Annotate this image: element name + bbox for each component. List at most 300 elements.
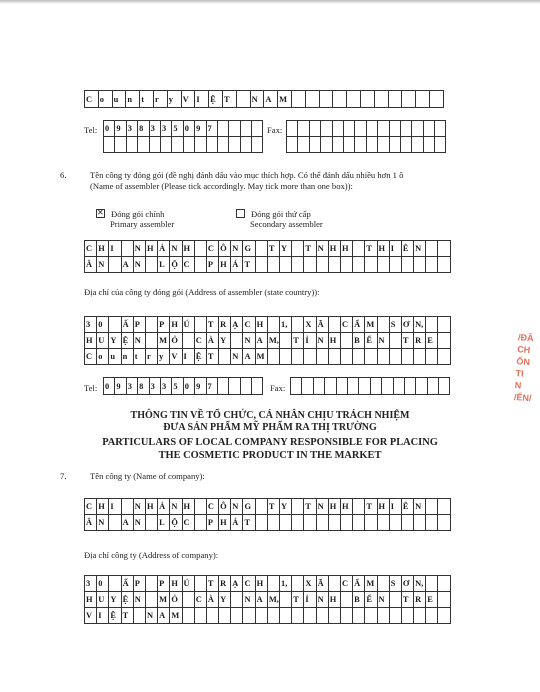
char-cell[interactable]: H	[378, 499, 390, 515]
char-cell[interactable]: H	[256, 576, 268, 592]
char-cell[interactable]: Y	[219, 592, 231, 608]
char-cell[interactable]	[218, 378, 229, 395]
char-cell[interactable]	[229, 137, 240, 153]
char-cell[interactable]: M	[158, 592, 170, 608]
char-cell[interactable]	[104, 137, 115, 153]
char-cell[interactable]: Ẩ	[353, 576, 365, 592]
char-cell[interactable]: n	[122, 349, 134, 365]
char-cell[interactable]	[183, 592, 195, 608]
char-cell[interactable]: M	[278, 91, 292, 108]
char-cell[interactable]: H	[183, 499, 195, 515]
char-cell[interactable]: N	[146, 608, 158, 624]
char-cell[interactable]	[378, 515, 390, 531]
char-cell[interactable]	[412, 121, 423, 137]
char-cell[interactable]	[317, 515, 329, 531]
char-cell[interactable]	[292, 257, 304, 273]
char-cell[interactable]	[292, 499, 304, 515]
char-cell[interactable]	[287, 121, 298, 137]
char-cell[interactable]	[341, 333, 353, 349]
char-cell[interactable]: H	[341, 241, 353, 257]
char-cell[interactable]	[341, 257, 353, 273]
char-cell[interactable]	[371, 378, 382, 395]
char-cell[interactable]: P	[207, 257, 219, 273]
char-cell[interactable]: N	[134, 592, 146, 608]
char-cell[interactable]	[344, 137, 355, 153]
char-cell[interactable]: N	[317, 241, 329, 257]
char-cell[interactable]	[195, 317, 207, 333]
char-cell[interactable]: M	[365, 317, 377, 333]
char-cell[interactable]: Á	[158, 499, 170, 515]
char-cell[interactable]	[365, 349, 377, 365]
char-cell[interactable]	[353, 515, 365, 531]
char-cell[interactable]	[256, 241, 268, 257]
char-cell[interactable]: E	[426, 333, 438, 349]
char-cell[interactable]: T	[223, 91, 237, 108]
char-cell[interactable]	[359, 378, 370, 395]
char-cell[interactable]: Y	[280, 241, 292, 257]
char-cell[interactable]	[195, 499, 207, 515]
char-cell[interactable]: N	[134, 499, 146, 515]
char-cell[interactable]: Ã	[317, 576, 329, 592]
char-cell[interactable]	[219, 608, 231, 624]
char-cell[interactable]	[355, 121, 366, 137]
char-cell[interactable]: 3	[127, 121, 138, 137]
char-cell[interactable]: 0	[184, 378, 195, 395]
char-cell[interactable]	[207, 608, 219, 624]
char-cell[interactable]	[353, 608, 365, 624]
char-cell[interactable]	[207, 137, 218, 153]
char-cell[interactable]: M	[365, 576, 377, 592]
char-cell[interactable]: Ê	[402, 499, 414, 515]
char-cell[interactable]: N	[378, 333, 390, 349]
char-cell[interactable]: H	[329, 499, 341, 515]
char-cell[interactable]	[256, 515, 268, 531]
char-cell[interactable]	[195, 257, 207, 273]
char-cell[interactable]: T	[243, 515, 255, 531]
char-cell[interactable]	[329, 317, 341, 333]
char-cell[interactable]: C	[341, 576, 353, 592]
char-cell[interactable]	[321, 121, 332, 137]
char-cell[interactable]: Ộ	[170, 257, 182, 273]
char-cell[interactable]: Ẩ	[353, 317, 365, 333]
char-cell[interactable]	[353, 499, 365, 515]
char-cell[interactable]: H	[256, 317, 268, 333]
char-cell[interactable]	[195, 515, 207, 531]
char-cell[interactable]: u	[109, 349, 121, 365]
char-cell[interactable]: X	[304, 317, 316, 333]
char-cell[interactable]: Ỏ	[170, 592, 182, 608]
char-cell[interactable]	[438, 515, 450, 531]
char-cell[interactable]: I	[195, 91, 209, 108]
char-cell[interactable]: À	[207, 592, 219, 608]
char-cell[interactable]: R	[414, 592, 426, 608]
char-cell[interactable]: T	[207, 576, 219, 592]
char-cell[interactable]: n	[126, 91, 140, 108]
char-cell[interactable]: Ô	[219, 241, 231, 257]
char-cell[interactable]: H	[85, 333, 97, 349]
char-cell[interactable]	[378, 349, 390, 365]
char-cell[interactable]	[337, 378, 348, 395]
char-cell[interactable]: M,	[268, 333, 280, 349]
char-cell[interactable]	[298, 121, 309, 137]
char-cell[interactable]: P	[158, 317, 170, 333]
char-cell[interactable]: B	[353, 333, 365, 349]
char-cell[interactable]	[134, 608, 146, 624]
char-cell[interactable]: B	[353, 592, 365, 608]
char-cell[interactable]: Ô	[219, 499, 231, 515]
char-cell[interactable]	[329, 515, 341, 531]
char-cell[interactable]: Ơ	[402, 317, 414, 333]
char-cell[interactable]: 3	[150, 121, 161, 137]
char-cell[interactable]: Á	[158, 241, 170, 257]
char-cell[interactable]	[292, 349, 304, 365]
char-cell[interactable]	[341, 515, 353, 531]
char-cell[interactable]	[438, 592, 450, 608]
char-cell[interactable]	[426, 608, 438, 624]
char-cell[interactable]: T	[122, 608, 134, 624]
char-cell[interactable]: H	[146, 241, 158, 257]
char-cell[interactable]: 5	[172, 121, 183, 137]
char-cell[interactable]	[237, 91, 251, 108]
char-cell[interactable]: Ế	[365, 592, 377, 608]
char-cell[interactable]	[402, 257, 414, 273]
char-cell[interactable]: I	[183, 349, 195, 365]
char-cell[interactable]	[268, 317, 280, 333]
char-cell[interactable]: N	[243, 592, 255, 608]
char-cell[interactable]: T	[207, 317, 219, 333]
char-cell[interactable]: y	[168, 91, 182, 108]
char-cell[interactable]	[304, 349, 316, 365]
char-cell[interactable]: 0	[97, 576, 109, 592]
char-cell[interactable]	[280, 608, 292, 624]
char-cell[interactable]	[416, 91, 430, 108]
char-cell[interactable]: o	[97, 349, 109, 365]
char-cell[interactable]: I	[109, 499, 121, 515]
char-cell[interactable]	[333, 121, 344, 137]
char-cell[interactable]	[414, 349, 426, 365]
char-cell[interactable]	[402, 91, 416, 108]
char-cell[interactable]	[287, 137, 298, 153]
char-cell[interactable]	[183, 333, 195, 349]
char-cell[interactable]	[280, 349, 292, 365]
char-cell[interactable]: 0	[104, 121, 115, 137]
char-cell[interactable]	[426, 349, 438, 365]
char-cell[interactable]: u	[113, 91, 127, 108]
char-cell[interactable]	[256, 608, 268, 624]
char-cell[interactable]: N	[231, 241, 243, 257]
char-cell[interactable]: N	[134, 241, 146, 257]
char-cell[interactable]	[310, 137, 321, 153]
char-cell[interactable]: H	[183, 241, 195, 257]
char-cell[interactable]: P	[134, 576, 146, 592]
char-cell[interactable]: N	[414, 241, 426, 257]
char-cell[interactable]	[231, 608, 243, 624]
char-cell[interactable]: R	[414, 333, 426, 349]
char-cell[interactable]: V	[170, 349, 182, 365]
char-cell[interactable]: R	[219, 576, 231, 592]
char-cell[interactable]	[430, 91, 444, 108]
char-cell[interactable]	[426, 317, 438, 333]
char-cell[interactable]: T	[268, 499, 280, 515]
char-cell[interactable]: N	[317, 333, 329, 349]
char-cell[interactable]	[394, 378, 405, 395]
char-cell[interactable]	[146, 592, 158, 608]
char-cell[interactable]: T	[268, 241, 280, 257]
char-cell[interactable]: A	[122, 257, 134, 273]
char-cell[interactable]	[439, 378, 450, 395]
char-cell[interactable]: T	[365, 241, 377, 257]
char-cell[interactable]	[426, 515, 438, 531]
char-cell[interactable]	[390, 333, 402, 349]
char-cell[interactable]: N,	[414, 576, 426, 592]
char-cell[interactable]: 1,	[280, 317, 292, 333]
char-cell[interactable]: I	[97, 608, 109, 624]
char-cell[interactable]	[438, 241, 450, 257]
char-cell[interactable]: N	[97, 257, 109, 273]
char-cell[interactable]: 8	[138, 121, 149, 137]
char-cell[interactable]	[304, 257, 316, 273]
char-cell[interactable]: L	[158, 257, 170, 273]
char-cell[interactable]: C	[207, 241, 219, 257]
char-cell[interactable]: M,	[268, 592, 280, 608]
char-cell[interactable]: 0	[104, 378, 115, 395]
char-cell[interactable]	[304, 608, 316, 624]
char-cell[interactable]: H	[219, 257, 231, 273]
char-cell[interactable]	[109, 317, 121, 333]
char-cell[interactable]	[438, 499, 450, 515]
char-cell[interactable]	[367, 121, 378, 137]
char-cell[interactable]	[115, 137, 126, 153]
char-cell[interactable]	[317, 257, 329, 273]
char-cell[interactable]: C	[85, 241, 97, 257]
char-cell[interactable]: P	[158, 576, 170, 592]
char-cell[interactable]: T	[402, 333, 414, 349]
char-cell[interactable]: V	[85, 608, 97, 624]
char-cell[interactable]	[304, 515, 316, 531]
char-cell[interactable]: Â	[85, 515, 97, 531]
char-cell[interactable]	[361, 91, 375, 108]
char-cell[interactable]: À	[207, 333, 219, 349]
char-cell[interactable]: Ỏ	[170, 333, 182, 349]
char-cell[interactable]: H	[97, 241, 109, 257]
char-cell[interactable]: N	[134, 257, 146, 273]
char-cell[interactable]	[341, 608, 353, 624]
char-cell[interactable]: T	[402, 592, 414, 608]
char-cell[interactable]: C	[183, 515, 195, 531]
char-cell[interactable]	[412, 137, 423, 153]
char-cell[interactable]: N	[317, 592, 329, 608]
char-cell[interactable]	[347, 91, 361, 108]
char-cell[interactable]: y	[158, 349, 170, 365]
char-cell[interactable]	[426, 576, 438, 592]
char-cell[interactable]: 8	[138, 378, 149, 395]
char-cell[interactable]: Ệ	[122, 592, 134, 608]
char-cell[interactable]	[424, 137, 435, 153]
char-cell[interactable]: T	[292, 592, 304, 608]
char-cell[interactable]: N	[97, 515, 109, 531]
char-cell[interactable]	[321, 137, 332, 153]
char-cell[interactable]	[146, 515, 158, 531]
char-cell[interactable]: A	[243, 349, 255, 365]
char-cell[interactable]	[109, 515, 121, 531]
char-cell[interactable]: Y	[219, 333, 231, 349]
char-cell[interactable]	[252, 378, 263, 395]
char-cell[interactable]	[401, 121, 412, 137]
char-cell[interactable]	[390, 592, 402, 608]
char-cell[interactable]	[320, 91, 334, 108]
char-cell[interactable]	[353, 349, 365, 365]
char-cell[interactable]: Ệ	[122, 333, 134, 349]
char-cell[interactable]	[218, 121, 229, 137]
char-cell[interactable]: Ú	[183, 317, 195, 333]
char-cell[interactable]: 9	[115, 378, 126, 395]
char-cell[interactable]	[229, 121, 240, 137]
char-cell[interactable]	[390, 137, 401, 153]
char-cell[interactable]	[146, 257, 158, 273]
char-cell[interactable]	[231, 592, 243, 608]
char-cell[interactable]: G	[243, 499, 255, 515]
char-cell[interactable]	[390, 121, 401, 137]
char-cell[interactable]: 0	[184, 121, 195, 137]
char-cell[interactable]: C	[85, 349, 97, 365]
char-cell[interactable]: Y	[280, 499, 292, 515]
char-cell[interactable]: H	[170, 317, 182, 333]
char-cell[interactable]	[292, 515, 304, 531]
char-cell[interactable]	[306, 91, 320, 108]
char-cell[interactable]: Ê	[402, 241, 414, 257]
char-cell[interactable]: U	[97, 592, 109, 608]
char-cell[interactable]: r	[154, 91, 168, 108]
char-cell[interactable]: N	[134, 515, 146, 531]
char-cell[interactable]: M	[158, 333, 170, 349]
char-cell[interactable]	[390, 257, 402, 273]
char-cell[interactable]: H	[329, 592, 341, 608]
char-cell[interactable]: A	[158, 608, 170, 624]
char-cell[interactable]: H	[146, 499, 158, 515]
char-cell[interactable]: 9	[115, 121, 126, 137]
char-cell[interactable]: C	[243, 317, 255, 333]
char-cell[interactable]	[348, 378, 359, 395]
char-cell[interactable]: 0	[97, 317, 109, 333]
char-cell[interactable]	[333, 91, 347, 108]
char-cell[interactable]	[231, 333, 243, 349]
secondary-assembler-checkbox[interactable]	[236, 209, 245, 218]
char-cell[interactable]: R	[219, 317, 231, 333]
char-cell[interactable]: N	[170, 499, 182, 515]
char-cell[interactable]	[317, 608, 329, 624]
char-cell[interactable]: Ộ	[170, 515, 182, 531]
char-cell[interactable]	[414, 515, 426, 531]
char-cell[interactable]	[280, 333, 292, 349]
char-cell[interactable]	[378, 121, 389, 137]
char-cell[interactable]: r	[146, 349, 158, 365]
char-cell[interactable]: T	[304, 499, 316, 515]
char-cell[interactable]	[414, 608, 426, 624]
char-cell[interactable]	[268, 576, 280, 592]
char-cell[interactable]	[424, 121, 435, 137]
char-cell[interactable]: C	[341, 317, 353, 333]
char-cell[interactable]: N	[243, 333, 255, 349]
char-cell[interactable]	[146, 576, 158, 592]
char-cell[interactable]	[367, 137, 378, 153]
char-cell[interactable]	[365, 515, 377, 531]
char-cell[interactable]	[195, 137, 206, 153]
char-cell[interactable]	[161, 137, 172, 153]
char-cell[interactable]: Ạ	[231, 576, 243, 592]
char-cell[interactable]	[138, 137, 149, 153]
char-cell[interactable]	[252, 137, 263, 153]
char-cell[interactable]: Â	[85, 257, 97, 273]
char-cell[interactable]: Ệ	[109, 608, 121, 624]
char-cell[interactable]: 1,	[280, 576, 292, 592]
char-cell[interactable]: I	[390, 499, 402, 515]
char-cell[interactable]: 3	[127, 378, 138, 395]
char-cell[interactable]	[438, 257, 450, 273]
char-cell[interactable]: Y	[109, 592, 121, 608]
char-cell[interactable]: H	[219, 515, 231, 531]
char-cell[interactable]	[292, 91, 306, 108]
char-cell[interactable]	[355, 137, 366, 153]
char-cell[interactable]	[243, 608, 255, 624]
char-cell[interactable]	[402, 608, 414, 624]
char-cell[interactable]	[438, 333, 450, 349]
char-cell[interactable]: S	[390, 576, 402, 592]
char-cell[interactable]	[378, 317, 390, 333]
char-cell[interactable]: L	[158, 515, 170, 531]
char-cell[interactable]	[252, 121, 263, 137]
char-cell[interactable]: N	[317, 499, 329, 515]
char-cell[interactable]	[146, 317, 158, 333]
char-cell[interactable]	[378, 576, 390, 592]
char-cell[interactable]: N	[378, 592, 390, 608]
char-cell[interactable]: T	[365, 499, 377, 515]
char-cell[interactable]: t	[134, 349, 146, 365]
char-cell[interactable]	[314, 378, 325, 395]
char-cell[interactable]	[401, 137, 412, 153]
char-cell[interactable]: G	[243, 241, 255, 257]
char-cell[interactable]: C	[195, 592, 207, 608]
char-cell[interactable]	[218, 137, 229, 153]
char-cell[interactable]: Á	[231, 257, 243, 273]
char-cell[interactable]	[329, 608, 341, 624]
char-cell[interactable]	[438, 349, 450, 365]
char-cell[interactable]	[183, 608, 195, 624]
char-cell[interactable]	[292, 608, 304, 624]
char-cell[interactable]: 3	[85, 317, 97, 333]
char-cell[interactable]	[438, 317, 450, 333]
char-cell[interactable]: Ỉ	[304, 333, 316, 349]
char-cell[interactable]	[416, 378, 427, 395]
char-cell[interactable]	[353, 241, 365, 257]
char-cell[interactable]	[280, 515, 292, 531]
char-cell[interactable]	[241, 137, 252, 153]
char-cell[interactable]: t	[140, 91, 154, 108]
char-cell[interactable]	[292, 317, 304, 333]
char-cell[interactable]	[317, 349, 329, 365]
char-cell[interactable]	[229, 378, 240, 395]
char-cell[interactable]: H	[329, 333, 341, 349]
char-cell[interactable]: P	[207, 515, 219, 531]
char-cell[interactable]	[280, 592, 292, 608]
char-cell[interactable]: H	[341, 499, 353, 515]
char-cell[interactable]	[390, 349, 402, 365]
char-cell[interactable]: 3	[161, 378, 172, 395]
char-cell[interactable]: 7	[207, 378, 218, 395]
char-cell[interactable]: 5	[172, 378, 183, 395]
char-cell[interactable]: Ệ	[209, 91, 223, 108]
char-cell[interactable]	[291, 378, 302, 395]
char-cell[interactable]	[378, 608, 390, 624]
